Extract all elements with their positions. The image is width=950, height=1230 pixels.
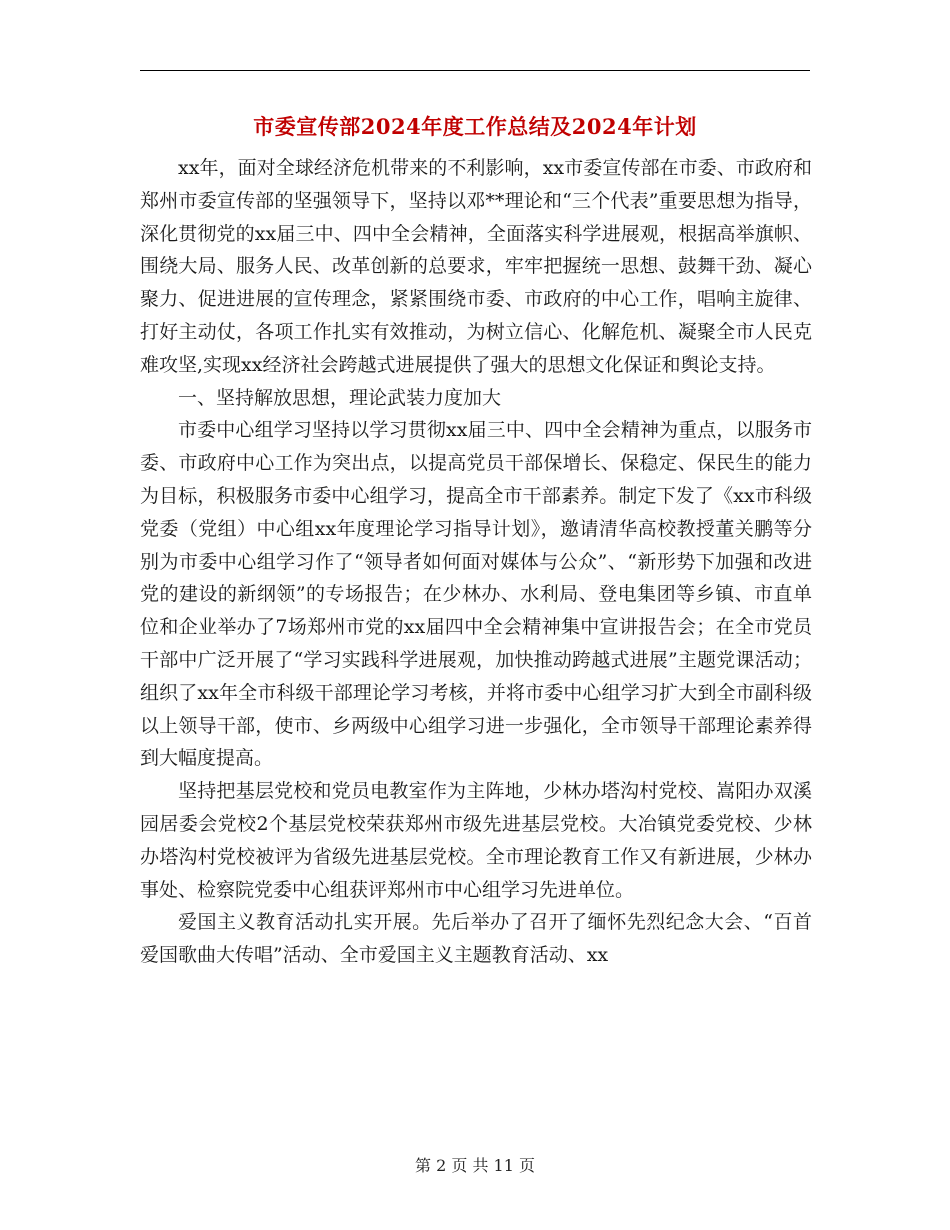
header-rule <box>140 70 810 71</box>
footer-suffix: 页 <box>519 1156 536 1175</box>
paragraph-intro: xx年，面对全球经济危机带来的不利影响，xx市委宣传部在市委、市政府和郑州市委宣传部的坚强领导下，坚持以邓**理论和“三个代表”重要思想为指导，深化贯彻党的xx届三中、四中全会精神，全面落实科学进展观，根据高举旗帜、围绕大局、服务人民、改革创新的总要求，牢牢把握统一思想、鼓舞干劲、凝心聚力、促进进展的宣传理念，紧紧围绕市委、市政府的中心工作，唱响主旋律、打好主动仗，各项工作扎实有效推动，为树立信心、化解危机、凝聚全市人民克难攻坚,实现xx经济社会跨越式进展提供了强大的思想文化保证和舆论支持。 <box>140 157 812 376</box>
footer-prefix: 第 <box>414 1156 431 1175</box>
paragraph-party-schools: 坚持把基层党校和党员电教室作为主阵地，少林办塔沟村党校、嵩阳办双溪园居委会党校2个基层党校荣获郑州市级先进基层党校。大冶镇党委党校、少林办塔沟村党校被评为省级先进基层党校。全市理论教育工作又有新进展，少林办事处、检察院党委中心组获评郑州市中心组学习先进单位。 <box>140 780 812 901</box>
section-heading-1: 一、坚持解放思想，理论武装力度加大 <box>178 386 502 409</box>
document-title: 市委宣传部2024年度工作总结及2024年计划 <box>253 114 697 139</box>
document-body <box>140 152 812 972</box>
paragraph-central-group-study: 市委中心组学习坚持以学习贯彻xx届三中、四中全会精神为重点，以服务市委、市政府中心工作为突出点，以提高党员干部保增长、保稳定、保民生的能力为目标，积极服务市委中心组学习，提高全市干部素养。制定下发了《xx市科级党委（党组）中心组xx年度理论学习指导计划》，邀请清华高校教授董关鹏等分别为市委中心组学习作了“领导者如何面对媒体与公众”、“新形势下加强和改进党的建设的新纲领”的专场报告；在少林办、水利局、登电集团等乡镇、市直单位和企业举办了7场郑州市党的xx届四中全会精神集中宣讲报告会；在全市党员干部中广泛开展了“学习实践科学进展观，加快推动跨越式进展”主题党课活动；组织了xx年全市科级干部理论学习考核，并将市委中心组学习扩大到全市副科级以上领导干部，使市、乡两级中心组学习进一步强化，全市领导干部理论素养得到大幅度提高。 <box>140 419 812 770</box>
footer-page-total: 11 <box>493 1156 514 1175</box>
footer-page-current: 2 <box>436 1156 447 1175</box>
footer-mid: 页 共 <box>451 1156 489 1175</box>
page-footer <box>0 1153 950 1176</box>
paragraph-patriotic-education: 爱国主义教育活动扎实开展。先后举办了召开了缅怀先烈纪念大会、“百首爱国歌曲大传唱”活动、全市爱国主义主题教育活动、xx <box>140 911 812 967</box>
